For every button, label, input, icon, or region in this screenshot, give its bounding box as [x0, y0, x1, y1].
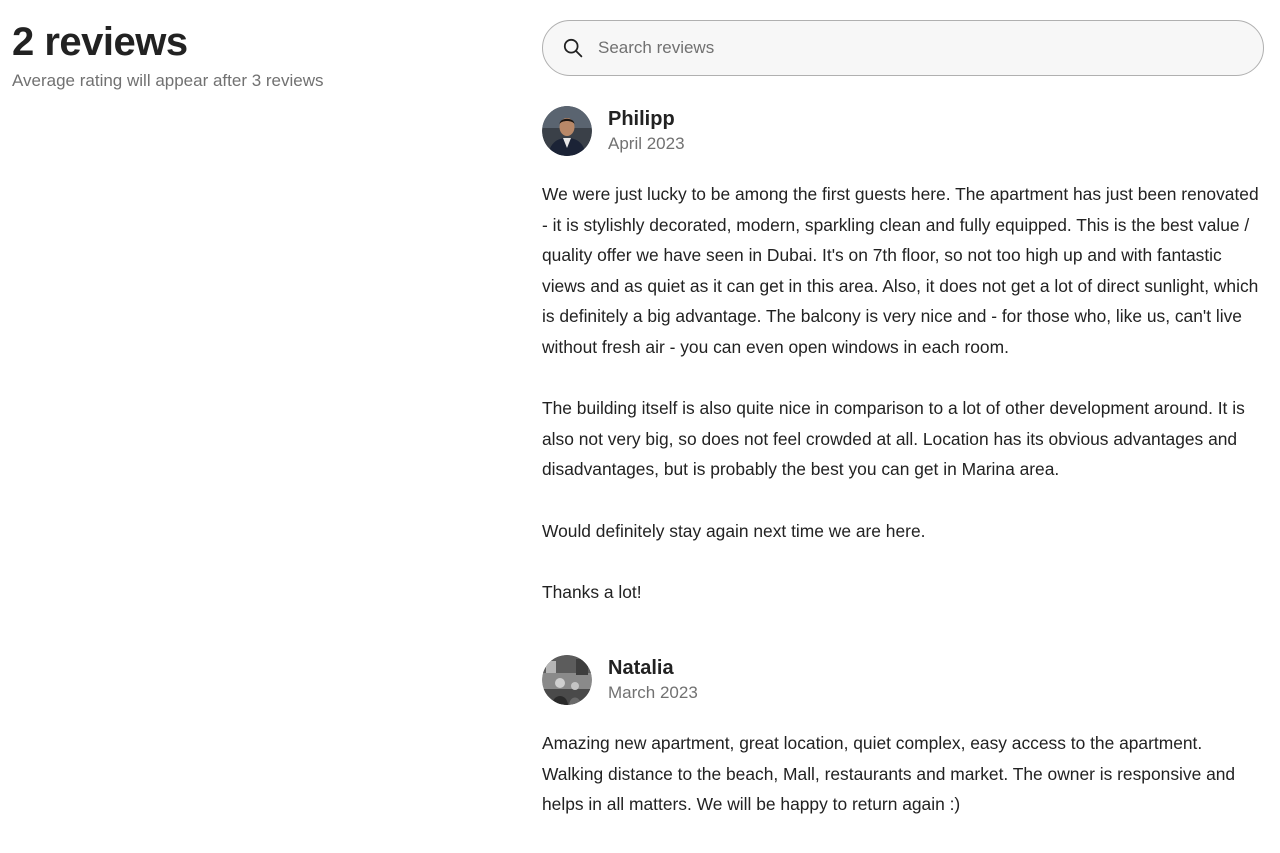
reviews-summary	[12, 18, 492, 92]
search-icon	[562, 37, 584, 59]
search-box[interactable]	[542, 20, 1264, 76]
reviews-column	[542, 20, 1264, 815]
review-paragraph: Would definitely stay again next time we are here.	[542, 520, 926, 541]
search-input[interactable]	[596, 27, 1263, 69]
review-header	[542, 105, 1264, 157]
avatar-natalia[interactable]	[542, 655, 592, 705]
review-paragraph: Amazing new apartment, great location, quiet complex, easy access to the apartment. Walking distance to the beach, Mall, restaurants and market. The owner is responsive and helps in all matters. We will be happy to return again :)	[542, 733, 1236, 815]
review-card	[542, 654, 1264, 820]
rating-notice: Average rating will appear after 3 reviews	[12, 71, 324, 90]
reviewer-name: Natalia	[608, 656, 674, 679]
review-header	[542, 654, 1264, 706]
review-date: March 2023	[608, 682, 698, 702]
review-date: April 2023	[608, 133, 685, 153]
review-text	[542, 728, 1264, 820]
review-card	[542, 105, 1264, 607]
avatar-philipp[interactable]	[542, 106, 592, 156]
reviewer-info	[608, 656, 698, 705]
review-paragraph: Thanks a lot!	[542, 581, 642, 602]
review-paragraph: We were just lucky to be among the first guests here. The apartment has just been renovated - it is stylishly decorated, modern, sparkling clean and fully equipped. This is the best value / quality offer we have seen in Dubai. It's on 7th floor, so not too high up and with fantastic views and as quiet as it can get in this area. Also, it does not get a lot of direct sunlight, which is definitely a big advantage. The balcony is very nice and - for those who, like us, can't live without fresh air - you can even open windows in each room.	[542, 184, 1259, 357]
review-text	[542, 179, 1264, 607]
review-paragraph: The building itself is also quite nice in comparison to a lot of other development around. It is also not very big, so does not feel crowded at all. Location has its obvious advantages and disadvantages, but is probably the best you can get in Marina area.	[542, 398, 1245, 480]
reviews-count-title: 2 reviews	[12, 20, 188, 64]
reviewer-name: Philipp	[608, 107, 675, 130]
reviewer-info	[608, 107, 685, 156]
